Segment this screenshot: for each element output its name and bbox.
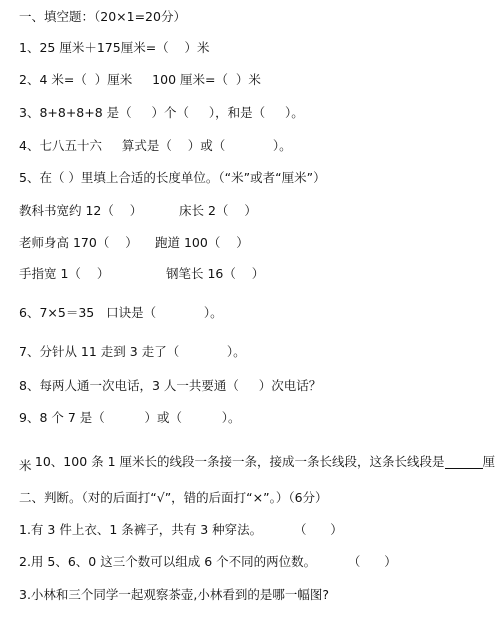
judgement-question-1: 1.有 3 件上衣、1 条裤子，共有 3 种穿法。 （ ） — [19, 522, 343, 537]
question-6: 6、7×5＝35 口诀是（ ）。 — [19, 305, 223, 320]
question-5-item-6: 钢笔长 16（ ） — [166, 266, 265, 281]
question-5-item-3: 老师身高 170（ ） — [19, 235, 138, 250]
question-10 — [19, 443, 495, 482]
question-10-unit-first: 厘 — [482, 453, 495, 469]
question-1: 1、25 厘米＋175厘米=（ ）米 — [19, 40, 210, 55]
question-2: 2、4 米=（ ）厘米 100 厘米=（ ）米 — [19, 72, 261, 87]
question-5-item-2: 床长 2（ ） — [179, 203, 257, 218]
question-7: 7、分针从 11 走到 3 走了（ ）。 — [19, 344, 246, 359]
judgement-question-3: 3.小林和三个同学一起观察茶壶,小林看到的是哪一幅图? — [19, 587, 330, 602]
question-5-item-1: 教科书宽约 12（ ） — [19, 203, 143, 218]
question-9: 9、8 个 7 是（ ）或（ ）。 — [19, 410, 241, 425]
question-10-answer-blank — [445, 456, 483, 470]
section-title-fill-blanks: 一、填空题：（20×1=20分） — [19, 9, 186, 24]
section-title-judgement: 二、判断。（对的后面打“√”，错的后面打“×”。）（6分） — [19, 490, 328, 505]
question-5: 5、在（ ）里填上合适的长度单位。（“米”或者“厘米”） — [19, 170, 326, 185]
judgement-question-2: 2.用 5、6、0 这三个数可以组成 6 个不同的两位数。 （ ） — [19, 554, 397, 569]
question-4: 4、七八五十六 算式是（ ）或（ ）。 — [19, 138, 292, 153]
question-5-item-4: 跑道 100（ ） — [155, 235, 249, 250]
question-3: 3、8+8+8+8 是（ ）个（ ），和是（ ）。 — [19, 105, 304, 120]
question-10-text: 10、100 条 1 厘米长的线段一条接一条，接成一条长线段，这条长线段是 — [34, 453, 445, 469]
question-10-unit-wrap: 米 — [19, 458, 32, 473]
question-5-item-5: 手指宽 1（ ） — [19, 266, 110, 281]
question-8: 8、每两人通一次电话，3 人一共要通（ ）次电话？ — [19, 378, 322, 393]
